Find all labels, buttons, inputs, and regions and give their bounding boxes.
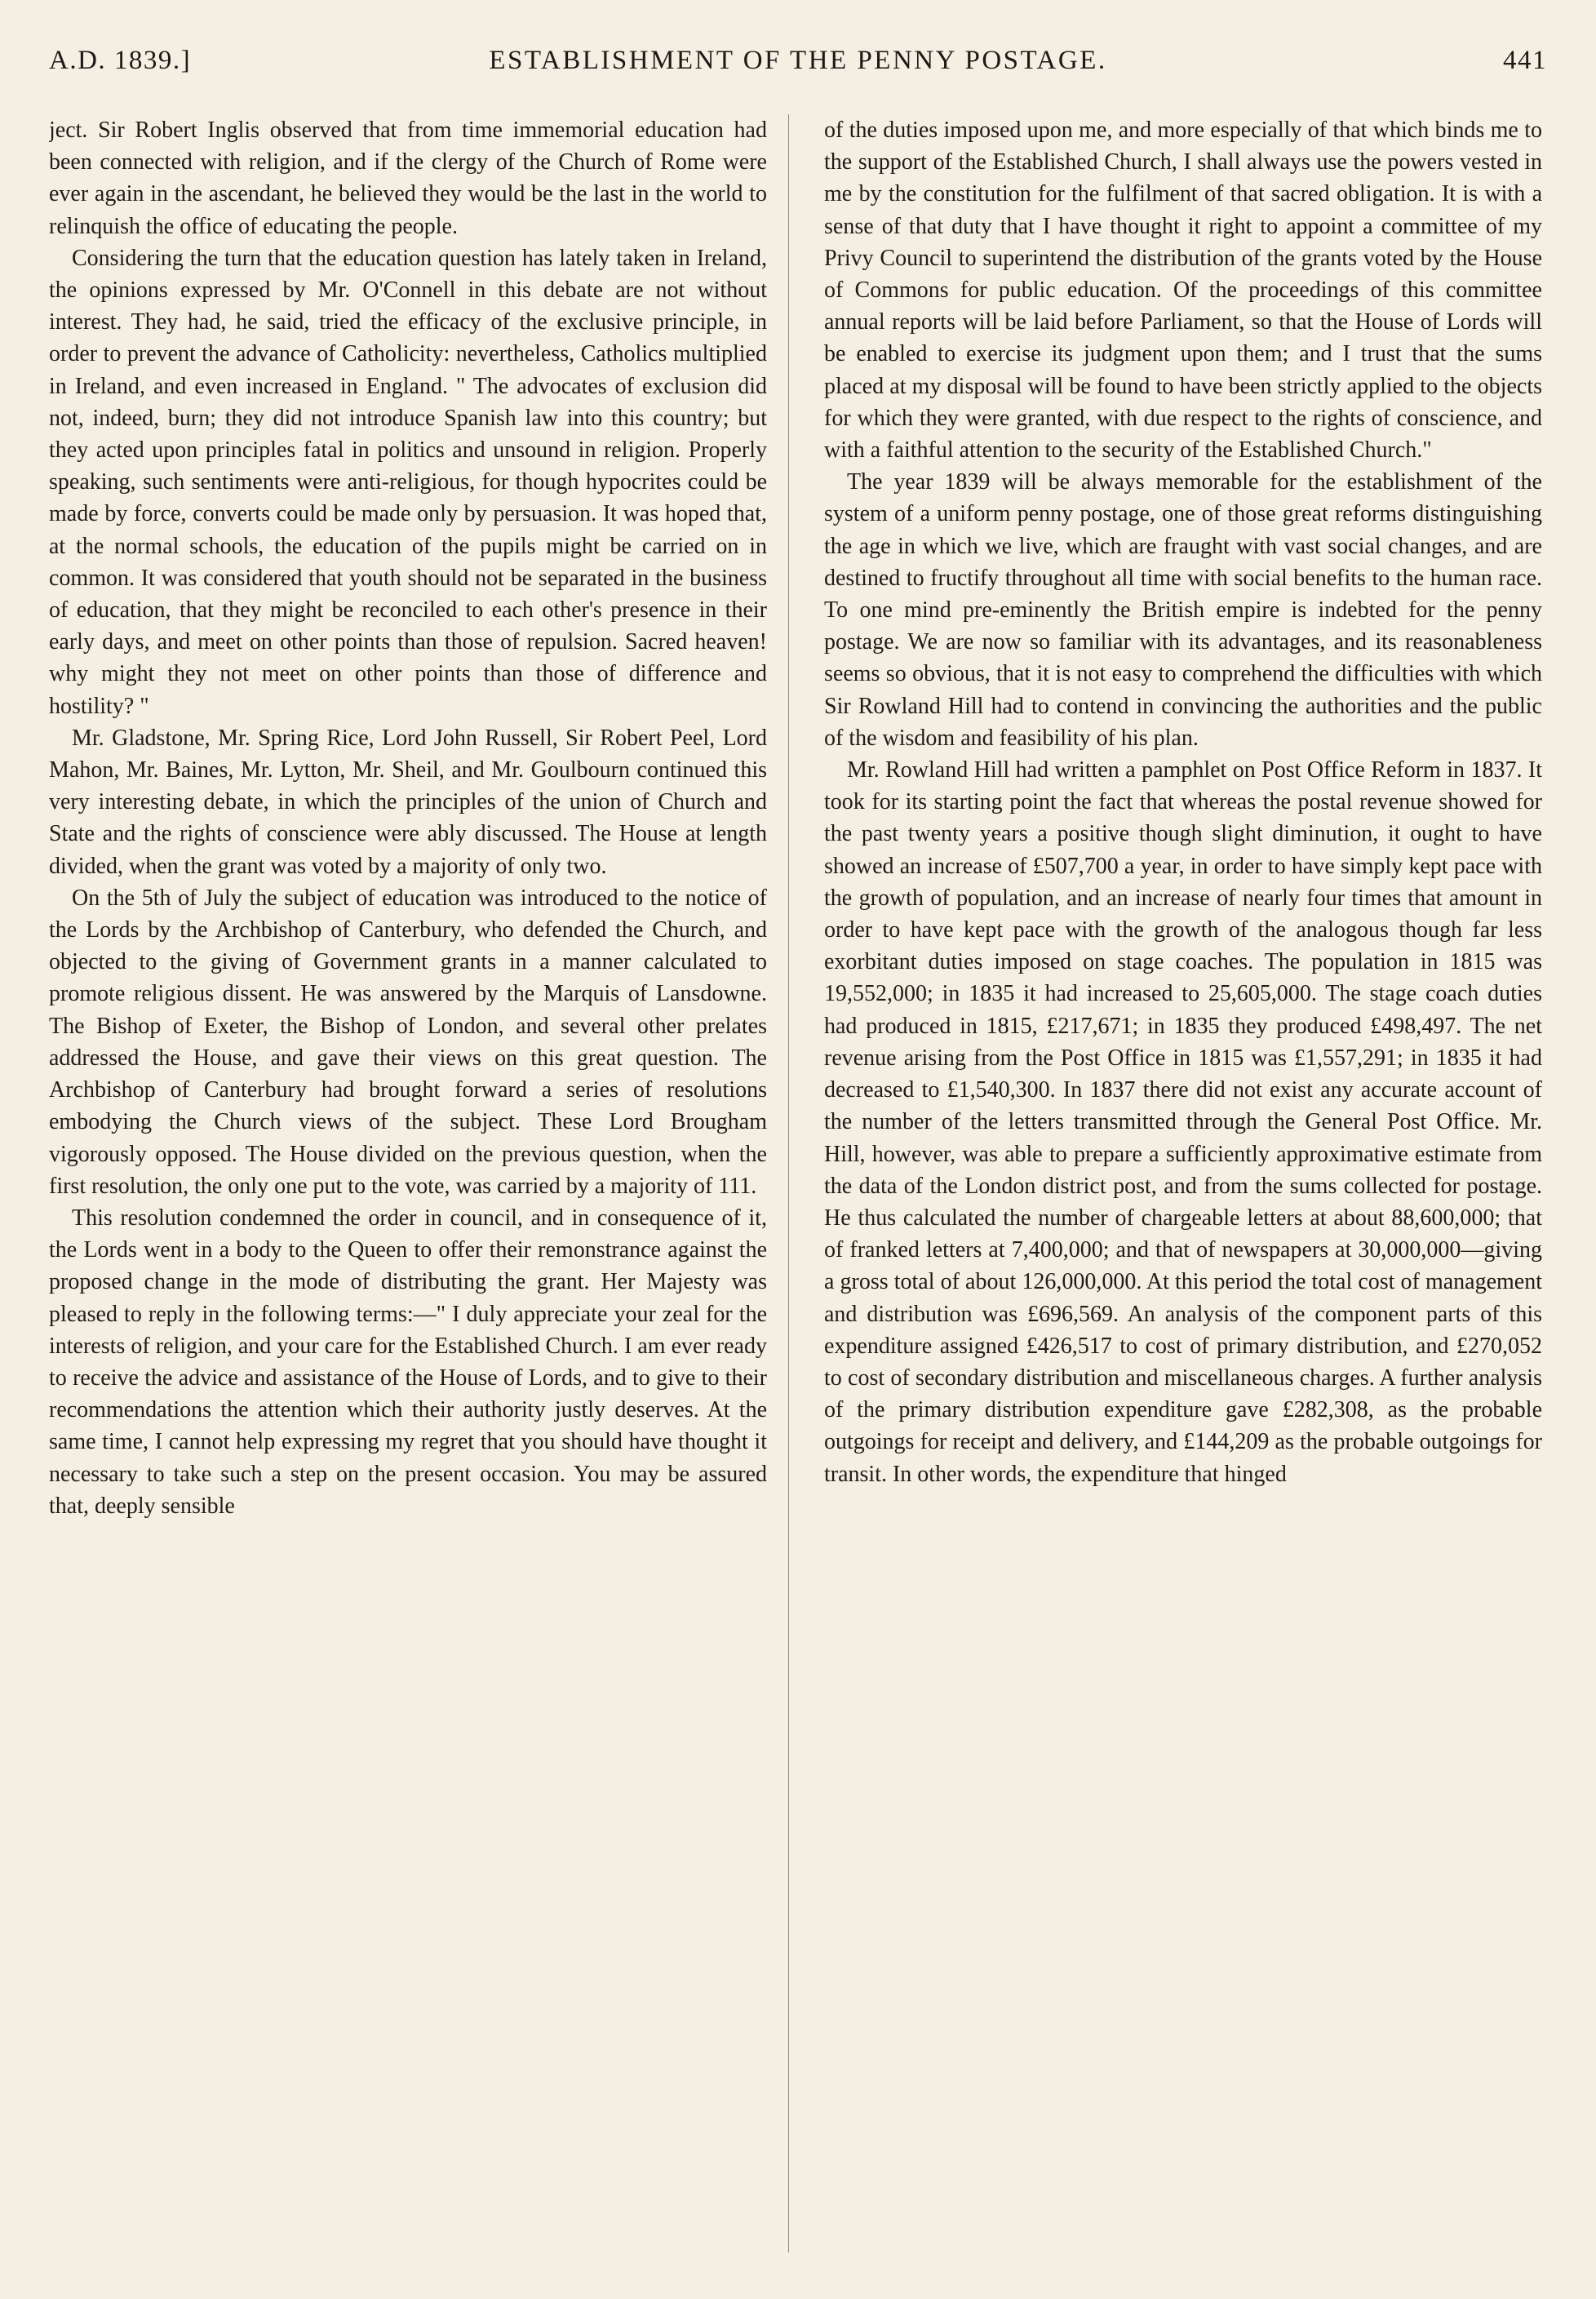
header-date: A.D. 1839.] (49, 46, 192, 75)
paragraph: of the duties imposed upon me, and more especially of that which binds me to the support of the Established Church, I shall always use the powers vested in me by the constitution for the fulfilment of that sacred obligation. It is with a sense of that duty that I have thought it right to appoint a committee of my Privy Council to superintend the distribution of the grants voted by the House of Commons for public education. Of the proceedings of this committee annual reports will be laid before Parliament, so that the House of Lords will be enabled to exercise its judgment upon them; and I trust that the sums placed at my disposal will be found to have been strictly applied to the objects for which they were granted, with due respect to the rights of conscience, and with a faithful attention to the security of the Established Church." (824, 118, 1542, 464)
paragraph: The year 1839 will be always memorable for the establishment of the system of a uniform penny postage, one of those great reforms distinguishing the age in which we live, which are fraught with vast social changes, and are destined to fructify throughout all time with social benefits to the human race. To one mind pre-eminently the British empire is indebted for the penny postage. We are now so familiar with its advantages, and its reasonableness seems so obvious, that it is not easy to comprehend the difficulties with which Sir Rowland Hill had to contend in convincing the authorities and the public of the wisdom and feasibility of his plan. (824, 469, 1542, 751)
running-head (49, 46, 1547, 91)
paragraph: On the 5th of July the subject of education was introduced to the notice of the Lords by the Archbishop of Canterbury, who defended the Church, and objected to the giving of Government grants in a manner calculated to promote religious dissent. He was answered by the Marquis of Lansdowne. The Bishop of Exeter, the Bishop of London, and several other prelates addressed the House, and gave their views on this great question. The Archbishop of Canterbury had brought forward a series of resolutions embodying the Church views of the subject. These Lord Brougham vigorously opposed. The House divided on the previous question, when the first resolution, the only one put to the vote, was carried by a majority of 111. (49, 885, 767, 1199)
paragraph: ject. Sir Robert Inglis observed that from time immemorial education had been connected with religion, and if the clergy of the Church of Rome were ever again in the ascendant, he believed they would be the last in the world to relinquish the office of educating the people. (49, 118, 767, 239)
paragraph: Considering the turn that the education question has lately taken in Ireland, the opinions expressed by Mr. O'Connell in this debate are not without interest. They had, he said, tried the efficacy of the exclusive principle, in order to prevent the advance of Catholicity: nevertheless, Catholics multiplied in Ireland, and even increased in England. " The advocates of exclusion did not, indeed, burn; they did not introduce Spanish law into this country; but they acted upon principles fatal in politics and unsound in religion. Properly speaking, such sentiments were anti-religious, for though hypocrites could be made by force, converts could be made only by persuasion. It was hoped that, at the normal schools, the education of the pupils might be carried on in common. It was considered that youth should not be separated in the business of education, that they might be reconciled to each other's presence in their early days, and meet on other points than those of repulsion. Sacred heaven! why might they not meet on other points than those of difference and hostility? " (49, 245, 767, 719)
paragraph: Mr. Rowland Hill had written a pamphlet on Post Office Reform in 1837. It took for its starting point the fact that whereas the postal revenue showed for the past twenty years a positive though slight diminution, it ought to have showed an increase of £507,700 a year, in order to have simply kept pace with the growth of population, and an increase of nearly four times that amount in order to have kept pace with the growth of the analogous though far less exorbitant duties imposed on stage coaches. The population in 1815 was 19,552,000; in 1835 it had increased to 25,605,000. The stage coach duties had produced in 1815, £217,671; in 1835 they produced £498,497. The net revenue arising from the Post Office in 1815 was £1,557,291; in 1835 it had decreased to £1,540,300. In 1837 there did not exist any accurate account of the number of the letters transmitted through the General Post Office. Mr. Hill, however, was able to prepare a sufficiently approximative estimate from the data of the London district post, and from the sums collected for postage. He thus calculated the number of chargeable letters at about 88,600,000; that of franked letters at 7,400,000; and that of newspapers at 30,000,000—giving a gross total of about 126,000,000. At this period the total cost of management and distribution was £696,569. An analysis of the component parts of this expenditure assigned £426,517 to cost of primary distribution, and £270,052 to cost of secondary distribution and miscellaneous charges. A further analysis of the primary distribution expenditure gave £282,308, as the probable outgoings for receipt and delivery, and £144,209 as the probable outgoings for transit. In other words, the expenditure that hinged (824, 757, 1542, 1487)
page-number: 441 (1503, 46, 1547, 75)
right-column (824, 114, 1542, 2252)
column-divider (788, 114, 789, 2252)
paragraph: Mr. Gladstone, Mr. Spring Rice, Lord John Russell, Sir Robert Peel, Lord Mahon, Mr. Baines, Mr. Lytton, Mr. Sheil, and Mr. Goulbourn continued this very interesting debate, in which the principles of the union of Church and State and the rights of conscience were ably discussed. The House at length divided, when the grant was voted by a majority of only two. (49, 725, 767, 879)
paragraph: This resolution condemned the order in council, and in consequence of it, the Lords went in a body to the Queen to offer their remonstrance against the proposed change in the mode of distributing the grant. Her Majesty was pleased to reply in the following terms:—" I duly appreciate your zeal for the interests of religion, and your care for the Established Church. I am ever ready to receive the advice and assistance of the House of Lords, and to give to their recommendations the attention which their authority justly deserves. At the same time, I cannot help expressing my regret that you should have thought it necessary to take such a step on the present occasion. You may be assured that, deeply sensible (49, 1205, 767, 1519)
header-title: ESTABLISHMENT OF THE PENNY POSTAGE. (489, 46, 1107, 75)
left-column (49, 114, 767, 2252)
